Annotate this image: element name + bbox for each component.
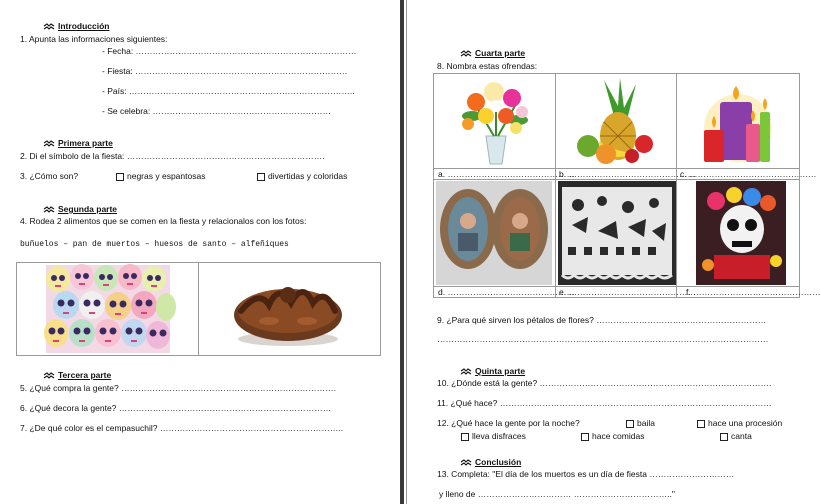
segunda-heading: Segunda parte (58, 204, 118, 214)
checkbox[interactable] (626, 420, 634, 428)
zodiac-symbol-icon (461, 459, 471, 466)
tercera-heading-row (44, 370, 111, 380)
pais-line: - País: …………………………………………………………………….. (102, 86, 355, 96)
option-procesion[interactable]: hace una procesión (697, 418, 782, 428)
q2-text: 2. Di el símbolo de la fiesta: ……………………………………………………………. (20, 151, 325, 161)
celebra-line: - Se celebra: ……………………………………………………… (102, 106, 332, 116)
zodiac-symbol-icon (461, 368, 471, 375)
checkbox[interactable] (720, 433, 728, 441)
conclusion-heading: Conclusión (475, 457, 522, 467)
papel-picado-image (558, 181, 676, 285)
label-d: d. ……………………………………… (438, 287, 575, 297)
flowers-image (456, 76, 532, 166)
checkbox[interactable] (116, 173, 124, 181)
left-page (0, 0, 398, 504)
zodiac-symbol-icon (44, 372, 54, 379)
zodiac-symbol-icon (44, 206, 54, 213)
q11-text: 11. ¿Qué hace? …………………………………………………………………………………… (437, 398, 772, 408)
q9-text: 9. ¿Para qué sirven los pétalos de flores? …………………………………………………… (437, 315, 767, 325)
zodiac-symbol-icon (461, 50, 471, 57)
catrina-image (696, 181, 786, 285)
cuarta-heading: Cuarta parte (475, 48, 526, 58)
primera-heading: Primera parte (58, 138, 113, 148)
portraits-image (436, 181, 552, 285)
right-page (411, 0, 821, 504)
option-divertidas[interactable]: divertidas y coloridas (257, 171, 347, 181)
conclusion-heading-row (461, 457, 521, 467)
segunda-heading-row (44, 204, 117, 214)
q4-text: 4. Rodea 2 alimentos que se comen en la fiesta y relacionalos con los fotos: (20, 216, 307, 226)
label-e: e. ……………………………………… (559, 287, 696, 297)
zodiac-symbol-icon (44, 23, 54, 30)
pan-de-muertos-image (229, 269, 347, 349)
q6-text: 6. ¿Qué decora la gente? ………………………………………………………………… (20, 403, 332, 413)
q3-text: 3. ¿Cómo son? (20, 171, 79, 181)
q13-text: 13. Completa: "El día de los muertos es un día de fiesta ………………………… (437, 469, 735, 479)
q1-text: 1. Apunta las informaciones siguientes: (20, 34, 168, 44)
offerings-grid (433, 73, 821, 298)
fecha-line: - Fecha: …………………………………………………………………… (102, 46, 357, 56)
q12-text: 12. ¿Qué hace la gente por la noche? (437, 418, 580, 428)
quinta-heading-row (461, 366, 525, 376)
sugar-skulls-image (46, 265, 170, 353)
intro-heading: Introducción (58, 21, 110, 31)
option-baila[interactable]: baila (626, 418, 655, 428)
food-photos-frame (16, 262, 381, 356)
label-f: f. ……………………………………… (686, 287, 821, 297)
checkbox[interactable] (697, 420, 705, 428)
primera-heading-row (44, 138, 113, 148)
q10-text: 10. ¿Dónde está la gente? ………………………………………………………………………. (437, 378, 772, 388)
option-comidas[interactable]: hace comidas (581, 431, 644, 441)
option-canta[interactable]: canta (720, 431, 752, 441)
quinta-heading: Quinta parte (475, 366, 526, 376)
option-disfraces[interactable]: lleva disfraces (461, 431, 526, 441)
label-a: a. ……………………………………… (438, 169, 575, 179)
checkbox[interactable] (581, 433, 589, 441)
tercera-heading: Tercera parte (58, 370, 112, 380)
intro-heading-row (44, 21, 109, 31)
q8-text: 8. Nombra estas ofrendas: (437, 61, 538, 71)
label-b: b. ……………………………………… (559, 169, 696, 179)
checkbox[interactable] (461, 433, 469, 441)
zodiac-symbol-icon (44, 140, 54, 147)
q9-continuation: ……………………………………………………………………………………………………… (437, 334, 769, 344)
foods-list: buñuelos – pan de muertos – huesos de santo – alfeñiques (20, 240, 289, 249)
q13-continuation: y lleno de …………………………… …………………………….." (439, 489, 675, 499)
cuarta-heading-row (461, 48, 525, 58)
candles-image (696, 76, 782, 166)
fruits-image (574, 76, 660, 166)
label-c: c. ……………………………………… (680, 169, 817, 179)
checkbox[interactable] (257, 173, 265, 181)
q7-text: 7. ¿De qué color es el cempasuchil? ……………………………………………………….. (20, 423, 344, 433)
q5-text: 5. ¿Qué compra la gente? …………………………………………………………………. (20, 383, 336, 393)
page-divider (398, 0, 411, 504)
fiesta-line: - Fiesta: ………………………………………………………………… (102, 66, 348, 76)
option-negras[interactable]: negras y espantosas (116, 171, 205, 181)
